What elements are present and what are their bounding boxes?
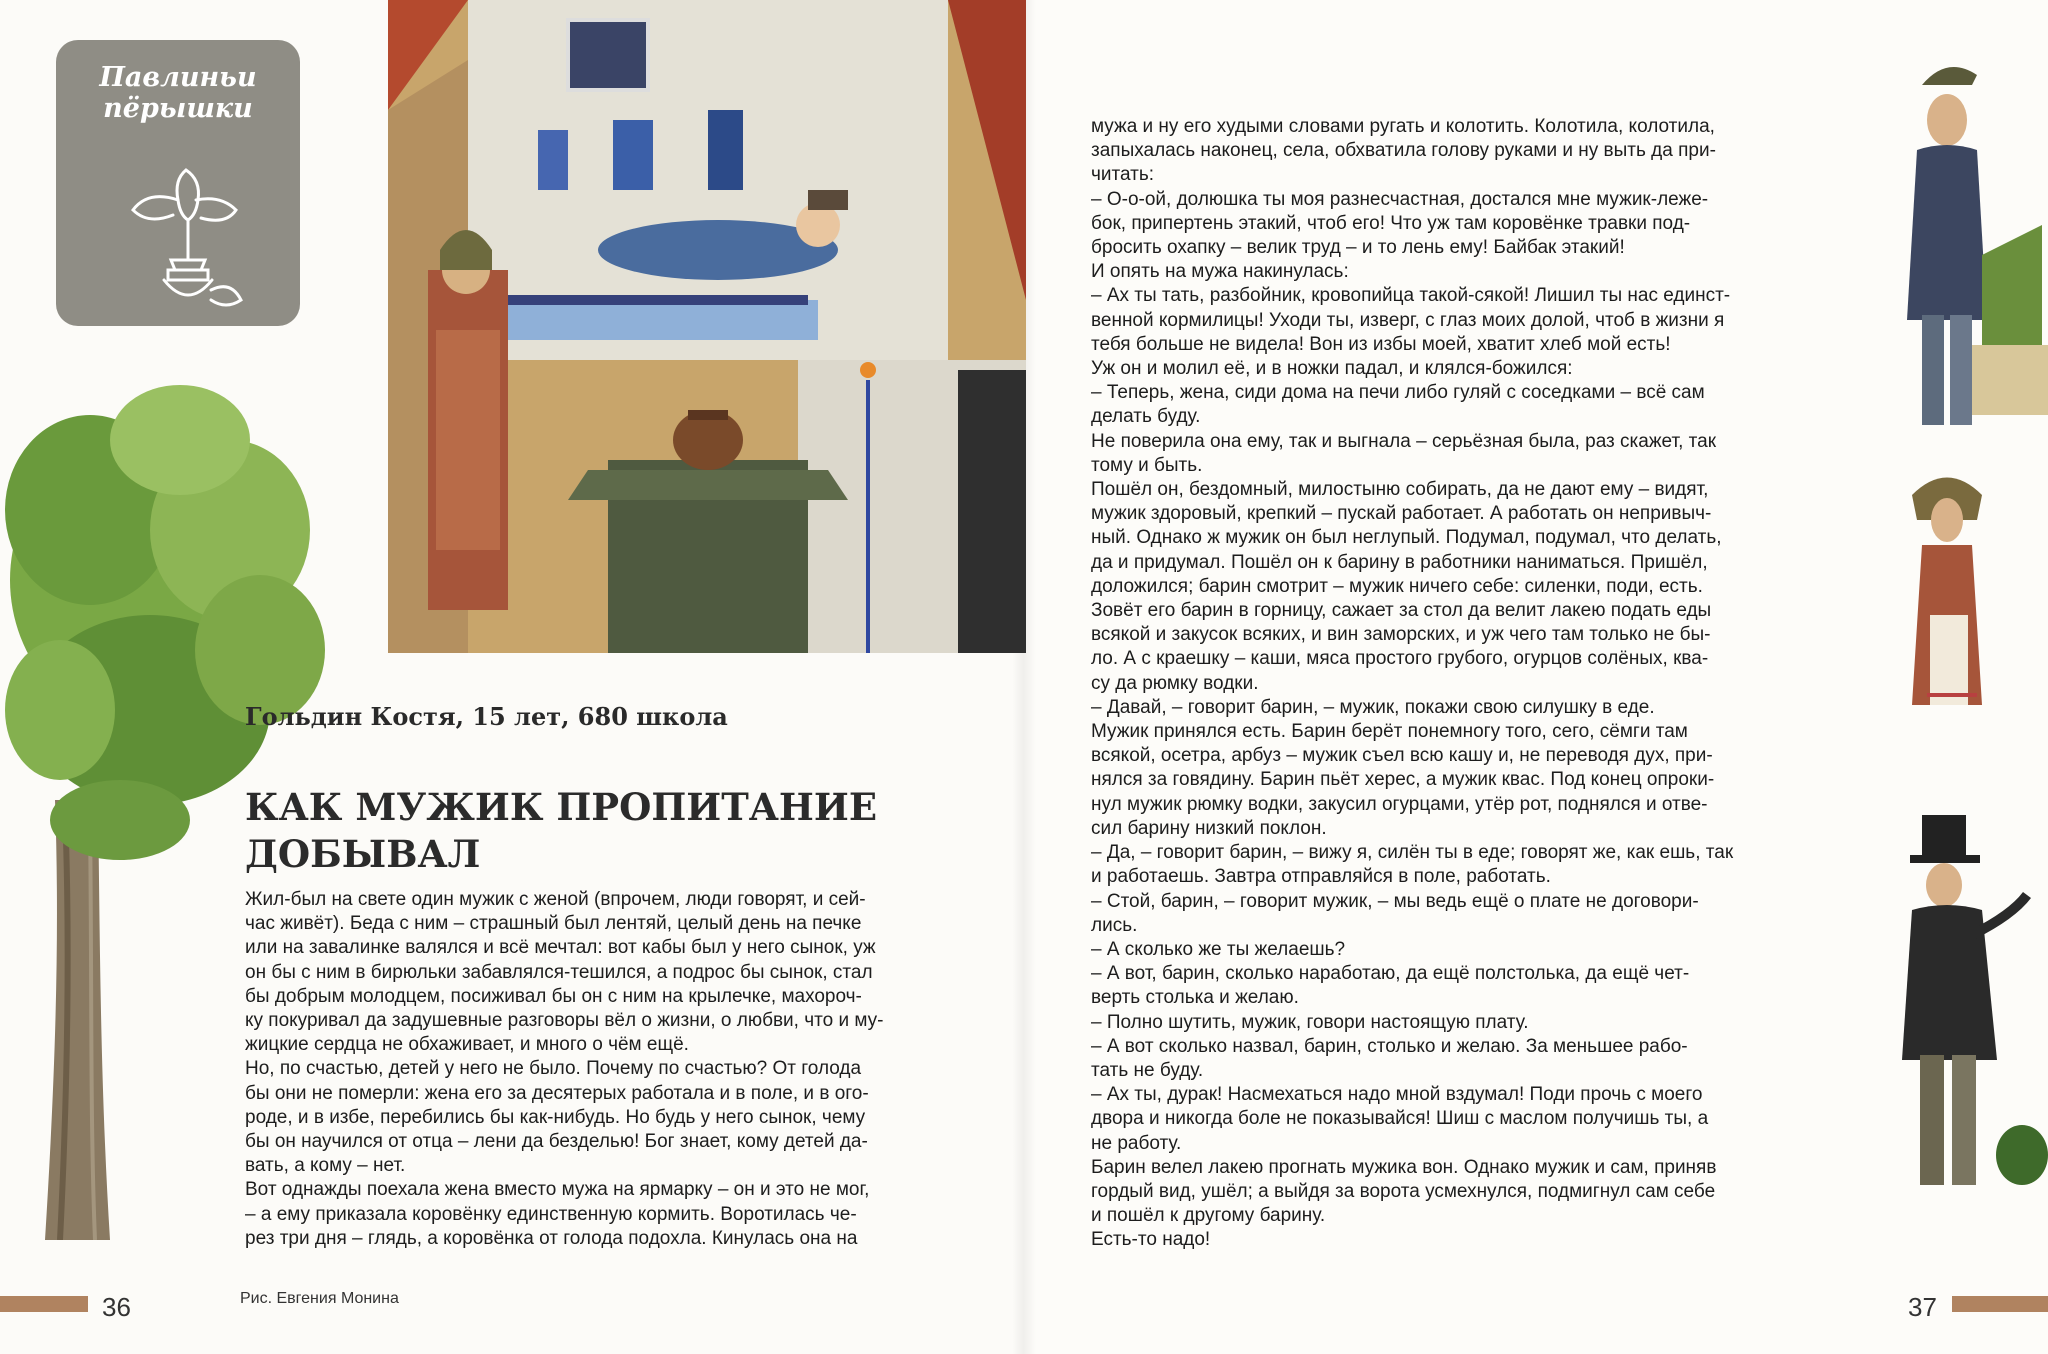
story-text-right-column: мужа и ну его худыми словами ругать и колотить. Колотила, колотила, запыхалась наконец, села, обхватила голову руками и ну выть да при- читать: – О-о-ой, долюшка ты моя разнесчастная, достался мне мужик-леже- бок, припертень этакий, чтоб его! Что уж там коровёнке травки под- бросить охапку – велик труд – и то лень ему! Байбак этакий! И опять на мужа накинулась: – Ах ты тать, разбойник, кровопийца такой-сякой! Лишил ты нас единст- венной кормилицы! Уходи ты, изверг, с глаз моих долой, чтоб в жизни я тебя больше не видела! Вон из избы моей, хватит хлеб мой есть! Уж он и молил её, и в ножки падал, и клялся-божился: – Теперь, жена, сиди дома на печи либо гуляй с соседками – всё сам делать буду. Не поверила она ему, так и выгнала – серьёзная была, раз скажет, так тому и быть. Пошёл он, бездомный, милостыню собирать, да не дают ему – видят, мужик здоровый, крепкий – пускай работает. А работать он непривыч- ный. Однако ж мужик он был неглупый. Подумал, подумал, что делать, да и придумал. Пошёл он к барину в работники наниматься. Пришёл, доложился; барин смотрит – мужик ничего себе: силенки, поди, есть. Зовёт его барин в горницу, сажает за стол да велит лакею подать еды всякой и закусок всяких, и вин заморских, и уж чего там только не бы- ло. А с краешку – каши, мяса простого грубого, огурцов солёных, ква- су да рюмку водки. – Давай, – говорит барин, – мужик, покажи свою силушку в еде. Мужик принялся есть. Барин берёт понемногу того, сего, сёмги там всякой, осетра, арбуз – мужик съел всю кашу и, не переводя дух, при- нялся за говядину. Барин пьёт херес, а мужик квас. Под конец опроки- нул мужик рюмку водки, закусил огурцами, утёр рот, поднялся и отве- сил барину низкий поклон. – Да, – говорит барин, – вижу я, силён ты в еде; говорят же, как ешь, так и работаешь. Завтра отправляйся в поле, работать. – Стой, барин, – говорит мужик, – мы ведь ещё о плате не договори- лись. – А сколько же ты желаешь? – А вот, барин, сколько наработаю, да ещё полстолька, да ещё чет- верть столька и желаю. – Полно шутить, мужик, говори настоящую плату. – А вот сколько назвал, барин, столько и желаю. За меньшее рабо- тать не буду. – Ах ты, дурак! Насмехаться надо мной вздумал! Поди прочь с моего двора и никогда боле не показывайся! Шиш с маслом получишь ты, а не работу. Барин велел лакею прогнать мужика вон. Однако мужик и сам, приняв гордый вид, ушёл; а выйдя за ворота усмехнулся, подмигнул сам себе и пошёл к другому барину. Есть-то надо!	[1091, 116, 1734, 1251]
author-line: Гольдин Костя, 15 лет, 680 школа	[245, 702, 728, 731]
page-number-left: 36	[102, 1292, 131, 1322]
illustration-credit: Рис. Евгения Монина	[240, 1290, 399, 1307]
izba-illustration	[388, 0, 1026, 653]
story-text-left-column: Жил-был на свете один мужик с женой (впрочем, люди говорят, и сей- час живёт). Беда с ним – страшный был лентяй, целый день на печке или на завалинке валялся и всё мечтал: вот кабы был у него сынок, уж он бы с ним в бирюльки забавлялся-тешился, а подрос бы сынок, стал бы добрым молодцем, посиживал бы он с ним на крылечке, махороч- ку покуривал да задушевные разговоры вёл о жизни, о любви, что и му- жицкие сердца не обхаживает, и много о чём ещё. Но, по счастью, детей у него не было. Почему по счастью? От голода бы они не померли: жена его за десятерых работала и в поле, и в ого- роде, и в избе, перебились бы как-нибудь. Но будь у него сынок, чему бы он научился от отца – лени да безделью! Бог знает, кому детей да- вать, а кому – нет. Вот однажды поехала жена вместо мужа на ярмарку – он и это не мог, – а ему приказала коровёнку единственную кормить. Воротилась че- рез три дня – глядь, а коровёнка от голода подохла. Кинулась она на	[245, 889, 884, 1249]
characters-illustration	[1872, 55, 2048, 1235]
section-badge	[56, 40, 300, 326]
accent-bar-left	[0, 1296, 88, 1312]
peacock-statue-icon	[116, 140, 256, 320]
peasant-woman-figure	[1912, 478, 1982, 706]
peasant-man-figure	[1907, 67, 2048, 425]
page-number-right: 37	[1908, 1292, 1937, 1322]
story-title: КАК МУЖИК ПРОПИТАНИЕ ДОБЫВАЛ	[245, 785, 878, 876]
accent-bar-right	[1952, 1296, 2048, 1312]
gentleman-figure	[1902, 815, 2048, 1185]
section-badge-title: Павлиньи пёрышки	[99, 62, 257, 124]
